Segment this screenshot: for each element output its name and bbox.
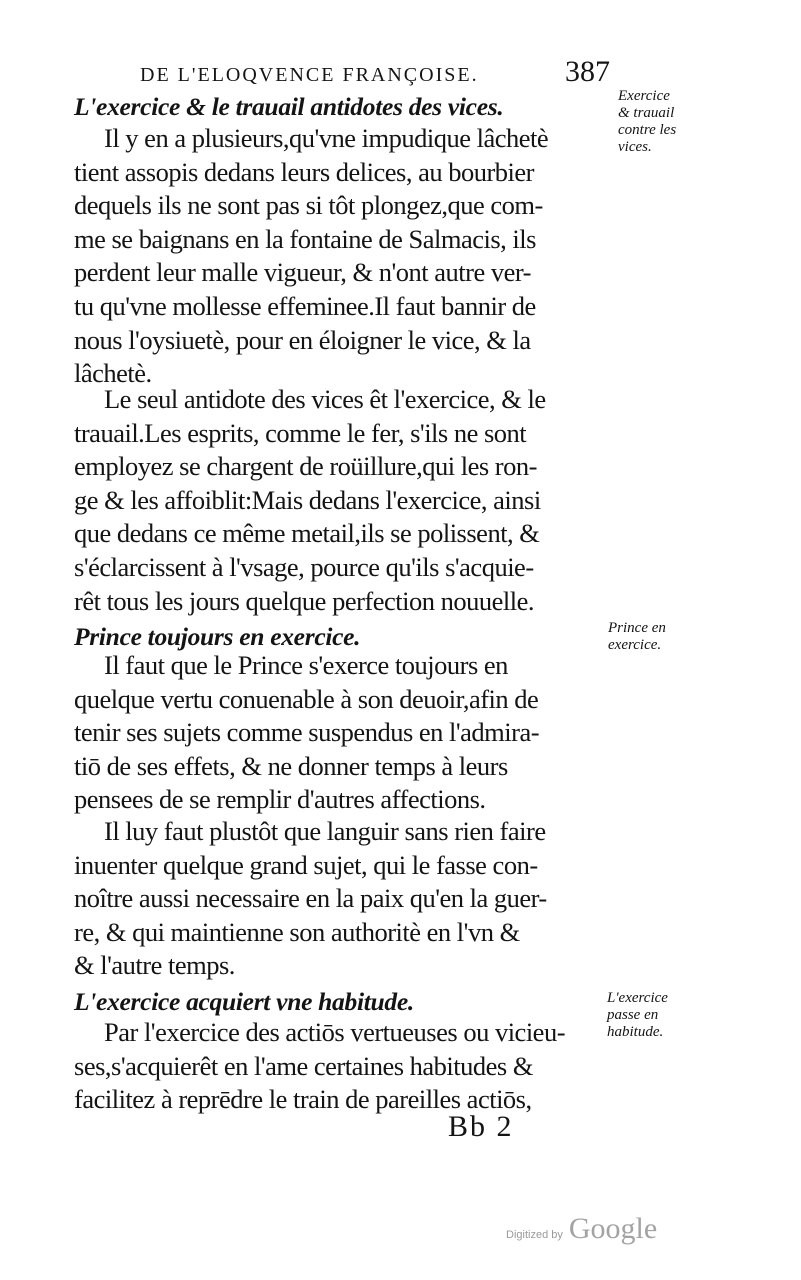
text-line: tenir ses sujets comme suspendus en l'admira- (74, 717, 540, 748)
text-line: employez se chargent de roüillure,qui les ron- (74, 451, 537, 482)
paragraph (74, 122, 548, 391)
paragraph (74, 1016, 565, 1117)
text-line: rêt tous les jours quelque perfection nouuelle. (74, 585, 534, 616)
text-line: & l'autre temps. (74, 950, 235, 981)
margin-note-line: exercice. (608, 637, 662, 653)
digitized-watermark (506, 1212, 657, 1246)
text-line: Il faut que le Prince s'exerce toujours en (104, 650, 508, 680)
margin-note-prince (608, 620, 666, 654)
signature-mark: Bb 2 (448, 1110, 514, 1143)
text-line: re, & qui maintienne son authoritè en l'vn & (74, 916, 520, 947)
margin-note-line: contre les (618, 122, 677, 138)
running-head (140, 55, 610, 89)
text-line: Le seul antidote des vices êt l'exercice, & le (104, 384, 546, 414)
section-heading-exercice-trauail: L'exercice & le trauail antidotes des vices. (74, 92, 504, 121)
text-line: dequels ils ne sont pas si tôt plongez,que com- (74, 190, 543, 221)
text-line: ses,s'acquierêt en l'ame certaines habitudes & (74, 1050, 533, 1081)
text-line: trauail.Les esprits, comme le fer, s'ils ne sont (74, 417, 527, 448)
margin-note-line: L'exercice (607, 990, 668, 1006)
text-line: inuenter quelque grand sujet, qui le fasse con- (74, 849, 538, 880)
text-line: noître aussi necessaire en la paix qu'en la guer- (74, 883, 547, 914)
google-logo: Google (568, 1212, 658, 1245)
text-line: s'éclarcissent à l'vsage, pource qu'ils s'acquie- (74, 551, 534, 582)
text-line: Il y en a plusieurs,qu'vne impudique lâchetè (104, 123, 549, 153)
text-line: tient assopis dedans leurs delices, au bourbier (74, 156, 534, 187)
margin-note-exercice (618, 88, 676, 156)
margin-note-line: Prince en (608, 620, 666, 636)
watermark-prefix: Digitized by (506, 1229, 563, 1241)
text-line: tiō de ses effets, & ne donner temps à leurs (74, 750, 508, 781)
text-line: lâchetè. (74, 358, 152, 389)
text-line: perdent leur malle vigueur, & n'ont autre ver- (74, 257, 532, 288)
section-heading-prince: Prince toujours en exercice. (74, 622, 361, 651)
paragraph (74, 815, 547, 983)
text-line: pensees de se remplir d'autres affections. (74, 784, 486, 815)
text-line: Il luy faut plustôt que languir sans rien faire (104, 816, 546, 846)
text-line: quelque vertu conuenable à son deuoir,afin de (74, 683, 539, 714)
text-line: que dedans ce même metail,ils se polissent, & (74, 518, 540, 549)
text-line: ge & les affoiblit:Mais dedans l'exercice, ainsi (74, 484, 541, 515)
page-number: 387 (565, 55, 610, 88)
text-line: tu qu'vne mollesse effeminee.Il faut bannir de (74, 290, 536, 321)
text-line: facilitez à reprēdre le train de pareilles actiōs, (74, 1084, 532, 1115)
margin-note-line: & trauail (618, 105, 675, 121)
margin-note-line: habitude. (607, 1024, 664, 1040)
margin-note-line: passe en (607, 1007, 659, 1023)
section-heading-habitude: L'exercice acquiert vne habitude. (74, 987, 414, 1016)
paragraph (74, 383, 546, 618)
margin-note-line: vices. (618, 139, 652, 155)
text-line: Par l'exercice des actiōs vertueuses ou vicieu- (104, 1017, 566, 1047)
running-title: DE L'ELOQVENCE FRANÇOISE. (140, 64, 479, 86)
paragraph (74, 649, 539, 817)
margin-note-line: Exercice (618, 88, 670, 104)
margin-note-habitude (607, 990, 668, 1041)
text-line: me se baignans en la fontaine de Salmacis, ils (74, 223, 536, 254)
text-line: nous l'oysiuetè, pour en éloigner le vice, & la (74, 324, 531, 355)
